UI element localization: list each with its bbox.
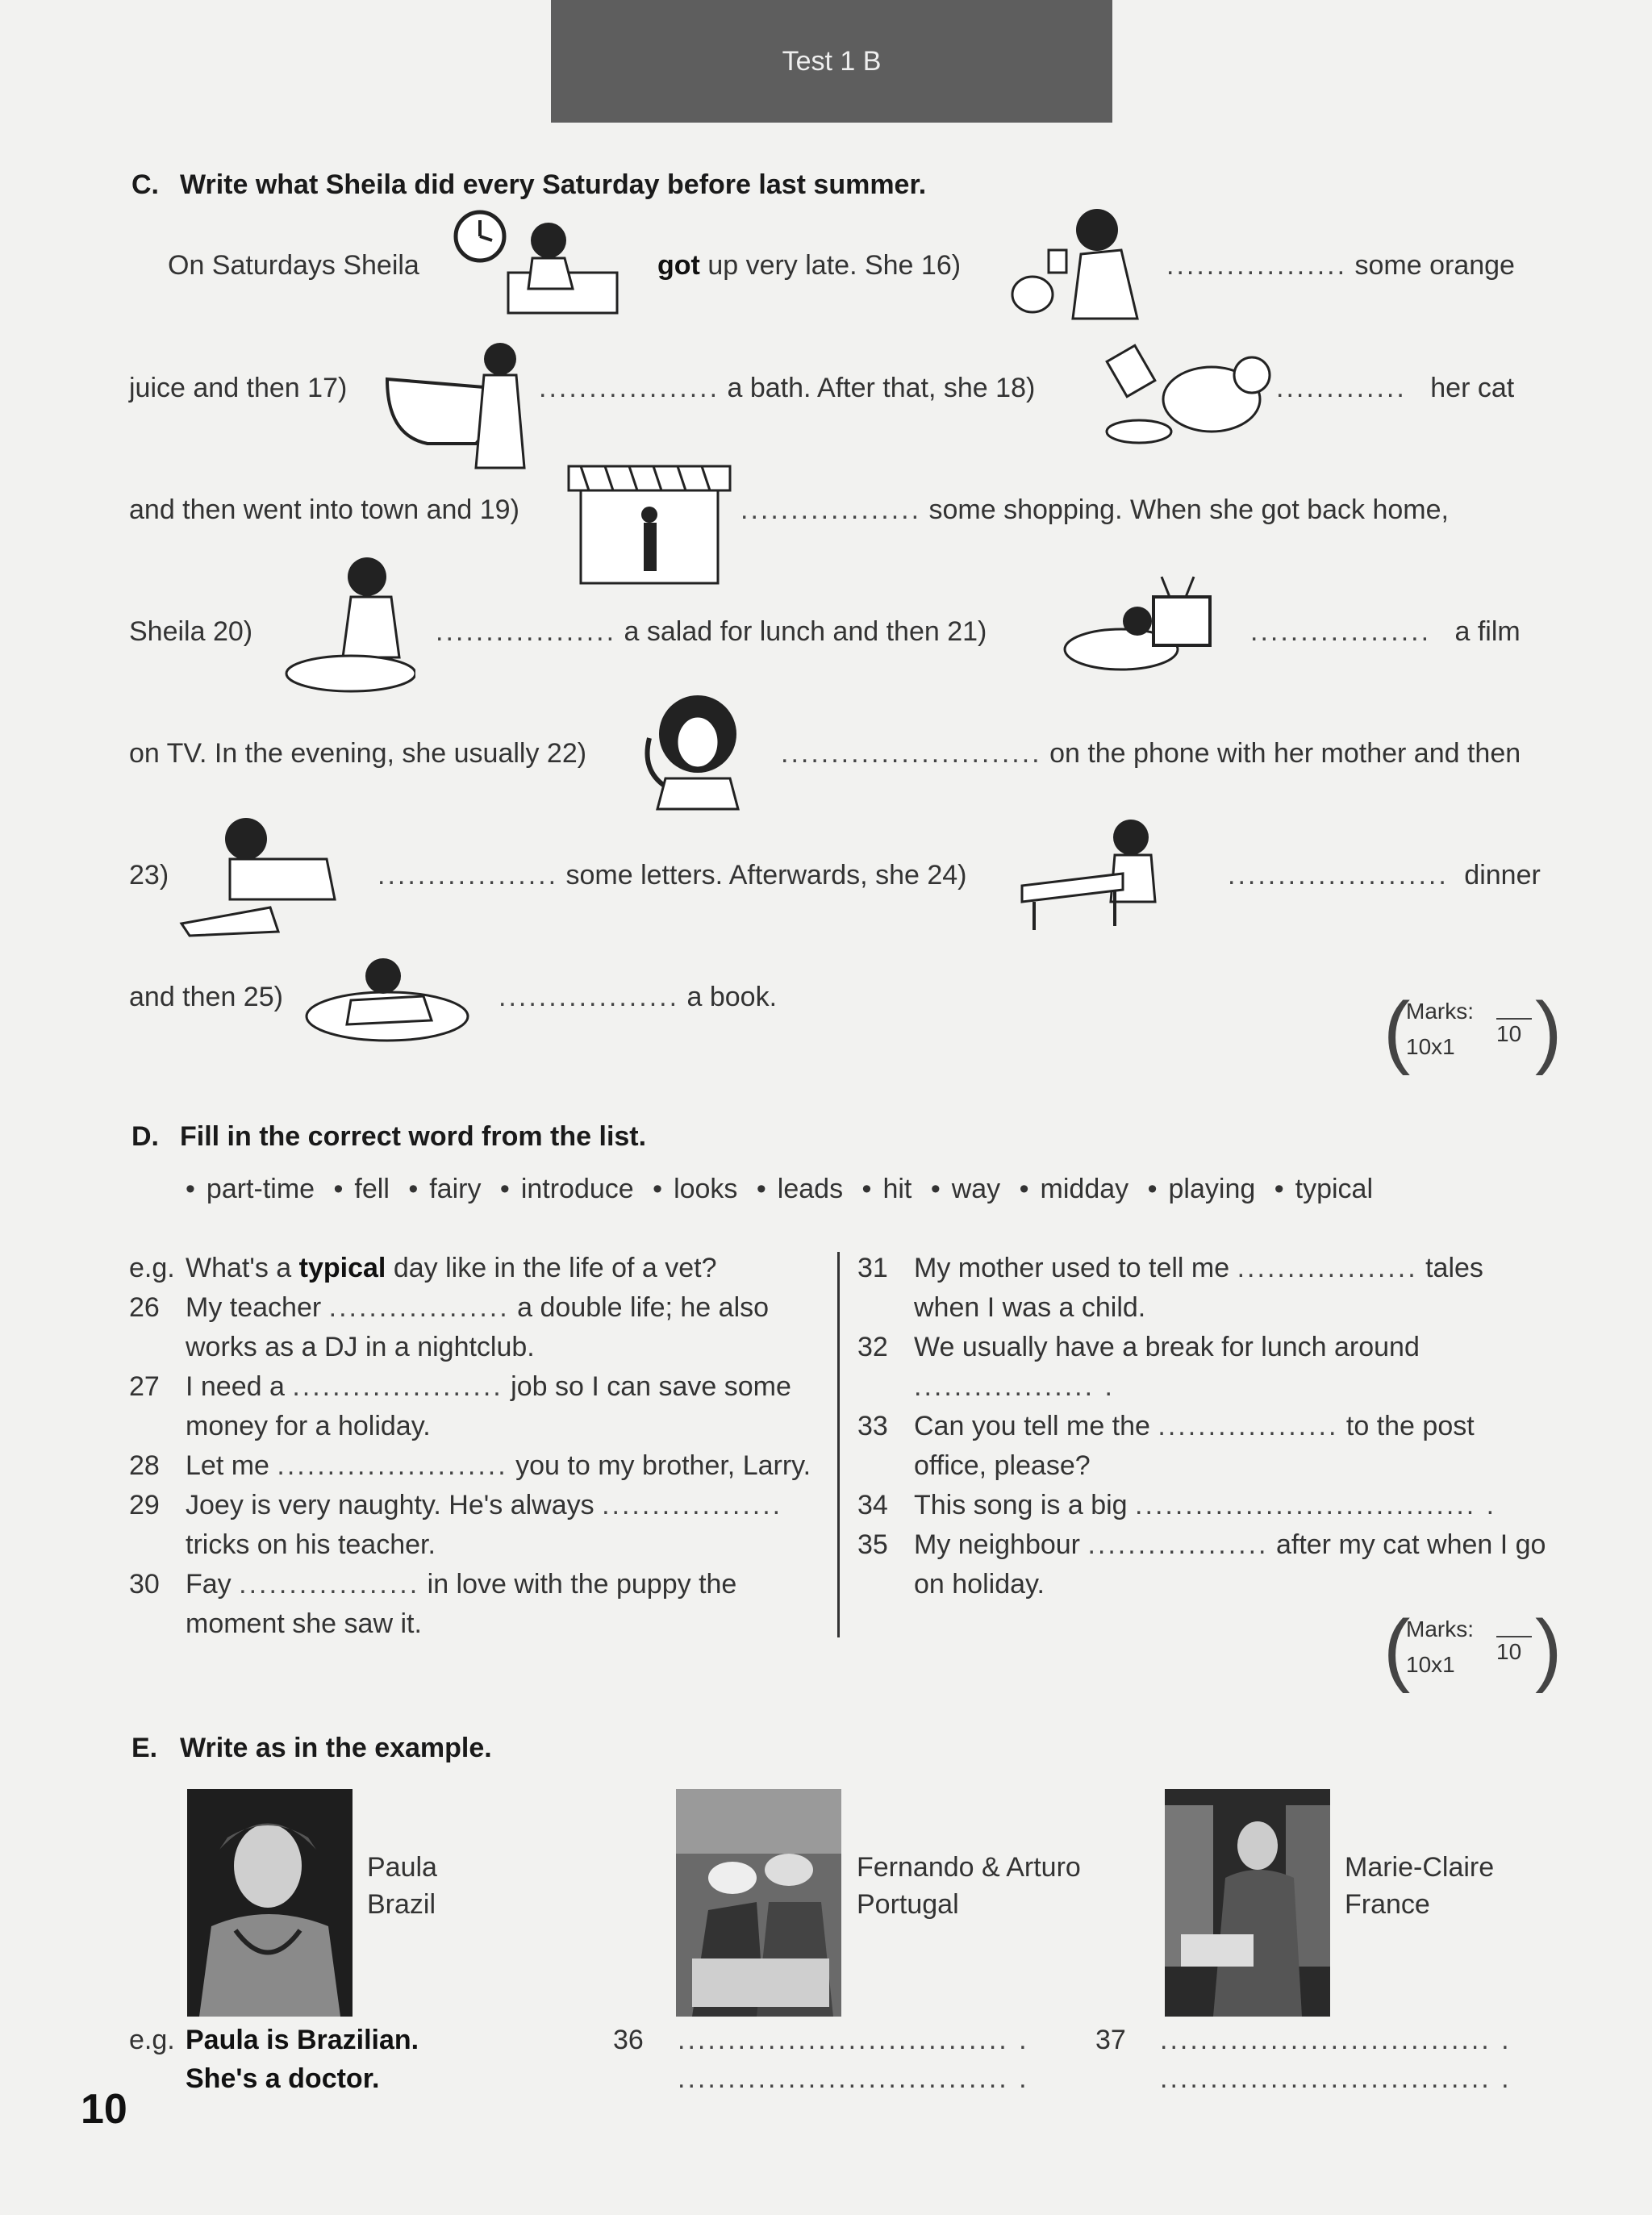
item-36-line-2: ................................. . [678, 2063, 1029, 2094]
word-item: part-time [206, 1174, 315, 1204]
exercise-column-left [129, 1249, 819, 1644]
c-line-7-start: and then 25) [129, 982, 283, 1012]
item-33: 33 Can you tell me the .................. to the post office, please? [857, 1411, 1475, 1481]
word-item: midday [1040, 1174, 1129, 1204]
person-2-caption [857, 1849, 1081, 1923]
item-37-line-1: ................................. . [1160, 2025, 1512, 2055]
e-example-label: e.g. [129, 2025, 175, 2055]
item-37-line-2: ................................. . [1160, 2063, 1512, 2094]
word-item: hit [882, 1174, 912, 1204]
writing-letters-picture [173, 811, 343, 940]
item-29: 29 Joey is very naughty. He's always .................. tricks on his teacher. [129, 1490, 783, 1560]
c-line-2-start: juice and then 17) [129, 373, 348, 403]
shop-picture [565, 458, 734, 587]
c-line-3-end: .................. some shopping. When she got back home, [740, 494, 1449, 525]
drinking-juice-picture [1000, 206, 1153, 327]
c-line-2-end: ............. her cat [1276, 373, 1515, 403]
item-27: 27 I need a ..................... job so I can save some money for a holiday. [129, 1371, 791, 1441]
word-item: leads [777, 1174, 844, 1204]
item-36-number: 36 [613, 2025, 644, 2055]
example-item: e.g. What's a typical day like in the life of a vet? [129, 1253, 717, 1283]
test-title-bar [551, 0, 1112, 123]
person-2-country: Portugal [857, 1889, 959, 1920]
item-36-line-1: ................................. . [678, 2025, 1029, 2055]
word-item: typical [1295, 1174, 1373, 1204]
person-3-caption [1345, 1849, 1494, 1923]
word-list: • part-time • fell • fairy • introduce • looks • leads • hit • way • midday • playing • typical [186, 1174, 1373, 1204]
person-3-country: France [1345, 1889, 1430, 1920]
item-37-number: 37 [1095, 2025, 1126, 2055]
item-30: 30 Fay .................. in love with the puppy the moment she saw it. [129, 1569, 737, 1639]
builders-photo [676, 1789, 841, 2017]
person-2-name: Fernando & Arturo [857, 1852, 1081, 1883]
doctor-photo [187, 1789, 353, 2017]
marks-box-c: ( Marks: 10x1 10 ) [1383, 986, 1562, 1076]
section-e-heading: E. Write as in the example. [131, 1733, 492, 1763]
c-line-4-start: Sheila 20) [129, 616, 253, 647]
c-line-1-mid: got up very late. She 16) [657, 250, 962, 281]
dinner-picture [1018, 813, 1179, 934]
word-item: introduce [520, 1174, 634, 1204]
c-line-3-start: and then went into town and 19) [129, 494, 519, 525]
exercise-column-right [857, 1249, 1551, 1604]
c-line-1-end: .................. some orange [1166, 250, 1515, 281]
test-title: Test 1 B [782, 45, 882, 77]
shop-assistant-photo [1165, 1789, 1330, 2017]
marks-box-d: ( Marks: 10x1 10 ) [1383, 1604, 1562, 1694]
person-1-country: Brazil [367, 1889, 436, 1920]
item-32: 32 We usually have a break for lunch around .................. . [857, 1332, 1420, 1402]
reading-book-picture [302, 952, 472, 1049]
word-item: fell [354, 1174, 390, 1204]
salad-picture [278, 553, 415, 698]
e-example-line-1: Paula is Brazilian. [186, 2025, 419, 2055]
item-26: 26 My teacher .................. a double life; he also works as a DJ in a nightclub. [129, 1292, 770, 1362]
person-3-name: Marie-Claire [1345, 1852, 1495, 1883]
word-item: playing [1168, 1174, 1256, 1204]
page-number: 10 [81, 2086, 127, 2133]
wake-up-picture [452, 208, 621, 321]
person-1-caption [367, 1849, 437, 1923]
c-line-6-start: 23) [129, 860, 169, 891]
column-divider [837, 1252, 840, 1637]
c-line-6-mid: .................. some letters. Afterwards, she 24) [378, 860, 967, 891]
e-example-line-2: She's a doctor. [186, 2063, 380, 2094]
item-34: 34 This song is a big .................................. . [857, 1490, 1497, 1520]
word-item: fairy [429, 1174, 482, 1204]
word-item: looks [674, 1174, 738, 1204]
c-line-4-end: .................. a film [1250, 616, 1521, 647]
item-31: 31 My mother used to tell me .................. tales when I was a child. [857, 1253, 1483, 1323]
c-line-5-start: on TV. In the evening, she usually 22) [129, 738, 587, 769]
item-28: 28 Let me ....................... you to my brother, Larry. [129, 1450, 811, 1481]
phone-call-picture [633, 690, 746, 811]
c-line-4-mid: .................. a salad for lunch and then 21) [436, 616, 987, 647]
c-line-6-end: ...................... dinner [1228, 860, 1541, 891]
section-d-heading: D. Fill in the correct word from the list. [131, 1121, 647, 1152]
c-line-1-start: On Saturdays Sheila [168, 250, 419, 281]
section-c-heading: C. Write what Sheila did every Saturday before last summer. [131, 169, 927, 200]
word-item: way [951, 1174, 1001, 1204]
item-35: 35 My neighbour .................. after my cat when I go on holiday. [857, 1529, 1546, 1600]
watching-tv-picture [1057, 573, 1218, 678]
feeding-cat-picture [1091, 335, 1276, 456]
person-1-name: Paula [367, 1852, 437, 1883]
c-line-7-end: .................. a book. [499, 982, 778, 1012]
c-line-5-end: .......................... on the phone with her mother and then [781, 738, 1521, 769]
c-line-2-mid: .................. a bath. After that, she 18) [539, 373, 1036, 403]
bath-picture [379, 339, 532, 476]
